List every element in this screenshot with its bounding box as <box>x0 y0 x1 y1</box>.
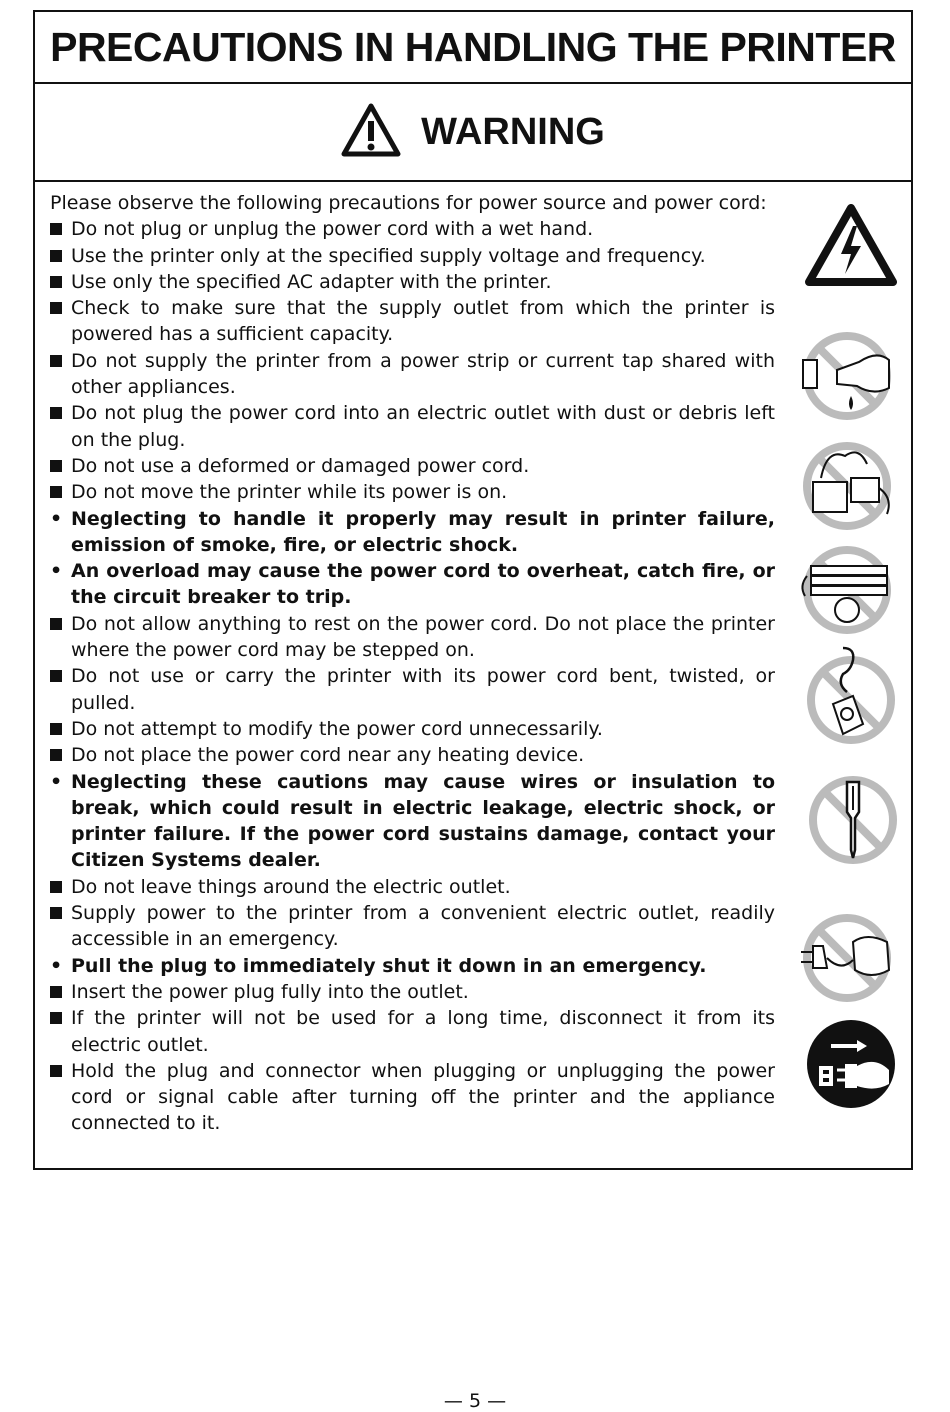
precaution-item <box>50 269 775 295</box>
warning-consequence-item <box>50 558 775 611</box>
precaution-item <box>50 453 775 479</box>
precaution-item <box>50 243 775 269</box>
item-text: Neglecting to handle it properly may result in printer failure, emission of smoke, fire, or electric shock. <box>71 507 775 556</box>
item-text: Check to make sure that the supply outlet from which the printer is powered has a sufficient capacity. <box>71 297 775 346</box>
warning-panel <box>33 10 913 1170</box>
precaution-item <box>50 1005 775 1058</box>
bullet-icon: • <box>50 954 63 977</box>
no-modification-icon <box>807 774 899 866</box>
warning-label: WARNING <box>421 110 605 153</box>
square-bullet-icon <box>50 874 68 900</box>
no-bent-cord-icon <box>803 644 899 748</box>
item-text: Do not allow anything to rest on the power cord. Do not place the printer where the power cord may be stepped on. <box>71 612 775 662</box>
precaution-item <box>50 400 775 453</box>
item-text: Neglecting these cautions may cause wires or insulation to break, which could result in electric leakage, electric shock, or printer failure. If the power cord sustains damage, contact your Citizen Systems dealer. <box>71 770 775 872</box>
item-text: Use only the specified AC adapter with the printer. <box>71 270 552 293</box>
precaution-item <box>50 1058 775 1137</box>
square-bullet-icon <box>50 269 68 295</box>
item-text: Do not place the power cord near any heating device. <box>71 744 585 767</box>
precaution-item <box>50 348 775 401</box>
warning-consequence-item <box>50 506 775 559</box>
precaution-item <box>50 479 775 505</box>
pictogram-column <box>795 182 905 1162</box>
warning-consequence-item <box>50 953 775 979</box>
unplug-power-icon <box>805 1018 897 1110</box>
square-bullet-icon <box>50 243 68 269</box>
square-bullet-icon <box>50 716 68 742</box>
item-text: Do not plug or unplug the power cord with a wet hand. <box>71 218 594 241</box>
page-title: PRECAUTIONS IN HANDLING THE PRINTER <box>50 23 896 70</box>
warning-consequence-item <box>50 769 775 874</box>
precaution-item <box>50 295 775 348</box>
item-text: Hold the plug and connector when plugging or unplugging the power cord or signal cable after turning off the printer and the appliance connected to it. <box>71 1059 775 1135</box>
bullet-icon: • <box>50 560 63 583</box>
square-bullet-icon <box>50 295 68 321</box>
square-bullet-icon <box>50 400 68 426</box>
precaution-item <box>50 979 775 1005</box>
square-bullet-icon <box>50 216 68 242</box>
square-bullet-icon <box>50 453 68 479</box>
title-bar <box>35 12 911 84</box>
bullet-icon: • <box>50 507 63 530</box>
warning-header <box>35 84 911 182</box>
precaution-item <box>50 611 775 664</box>
item-text: An overload may cause the power cord to overheat, catch fire, or the circuit breaker to trip. <box>71 560 775 609</box>
precaution-item <box>50 663 775 716</box>
item-text: Do not attempt to modify the power cord unnecessarily. <box>71 717 603 740</box>
no-heavy-objects-on-cord-icon <box>797 540 897 636</box>
precaution-item <box>50 716 775 742</box>
intro-text: Please observe the following precautions for power source and power cord: <box>50 192 767 214</box>
no-shared-power-strip-icon <box>797 438 897 530</box>
page-number: — 5 — <box>443 1390 507 1412</box>
square-bullet-icon <box>50 348 68 374</box>
electric-shock-hazard-icon <box>805 204 897 286</box>
no-obstruction-near-outlet-icon <box>797 912 897 1004</box>
item-text: If the printer will not be used for a long time, disconnect it from its electric outlet. <box>71 1007 775 1056</box>
item-text: Pull the plug to immediately shut it down in an emergency. <box>71 954 707 977</box>
square-bullet-icon <box>50 479 68 505</box>
item-text: Do not use or carry the printer with its power cord bent, twisted, or pulled. <box>71 665 775 714</box>
square-bullet-icon <box>50 611 68 637</box>
item-text: Insert the power plug fully into the outlet. <box>71 980 469 1003</box>
precautions-text <box>50 190 775 1137</box>
precaution-item <box>50 900 775 953</box>
no-wet-hands-icon <box>797 330 897 422</box>
item-text: Do not use a deformed or damaged power cord. <box>71 454 530 477</box>
precaution-item <box>50 874 775 900</box>
bullet-icon: • <box>50 770 63 793</box>
square-bullet-icon <box>50 742 68 768</box>
item-text: Do not plug the power cord into an electric outlet with dust or debris left on the plug. <box>71 402 775 451</box>
square-bullet-icon <box>50 1058 68 1084</box>
square-bullet-icon <box>50 900 68 926</box>
item-text: Use the printer only at the specified supply voltage and frequency. <box>71 244 706 267</box>
warning-triangle-icon <box>341 103 401 161</box>
item-text: Do not supply the printer from a power strip or current tap shared with other appliances. <box>71 349 775 399</box>
item-text: Do not move the printer while its power is on. <box>71 481 508 504</box>
item-text: Supply power to the printer from a convenient electric outlet, readily accessible in an emergency. <box>71 902 775 951</box>
precaution-item <box>50 216 775 242</box>
precaution-item <box>50 742 775 768</box>
item-text: Do not leave things around the electric outlet. <box>71 875 511 898</box>
square-bullet-icon <box>50 663 68 689</box>
square-bullet-icon <box>50 1005 68 1031</box>
square-bullet-icon <box>50 979 68 1005</box>
